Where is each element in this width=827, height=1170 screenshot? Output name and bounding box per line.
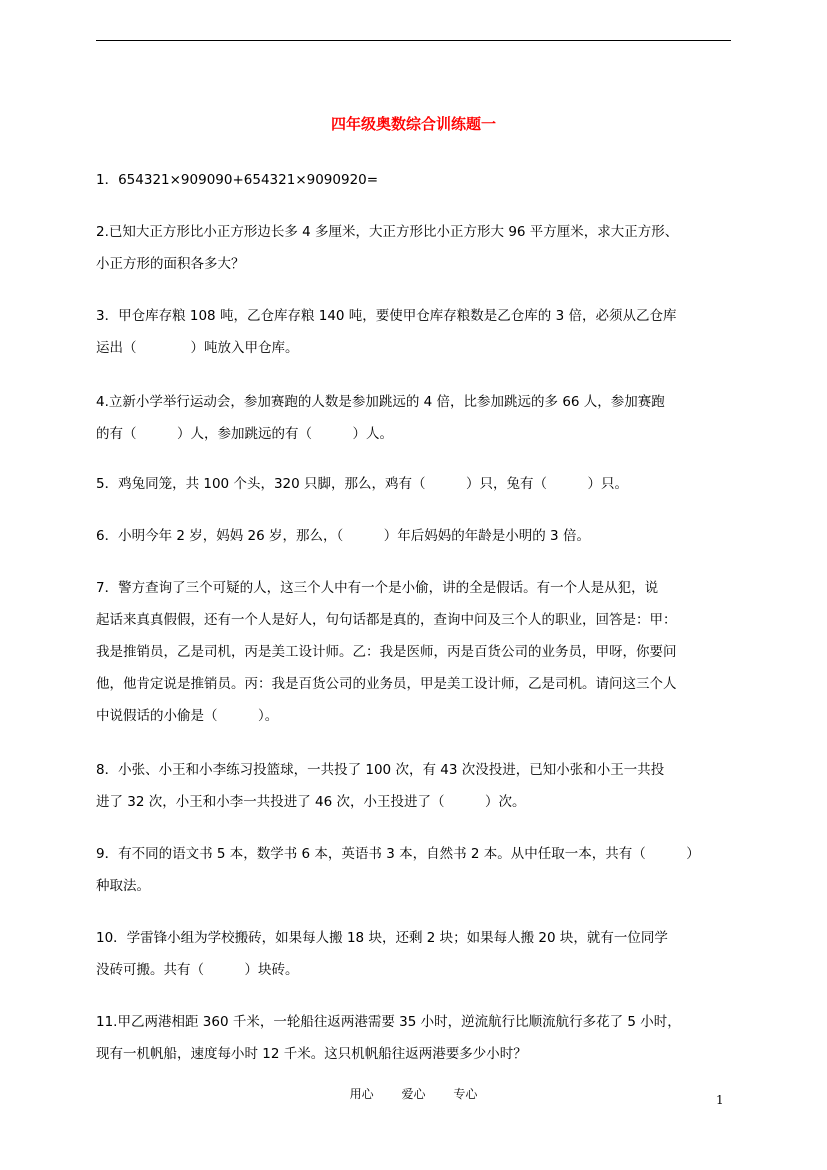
question-9 bbox=[96, 838, 758, 902]
question-1 bbox=[96, 164, 758, 196]
footer-motto bbox=[0, 1086, 827, 1102]
document-title: 四年级奥数综合训练题一 bbox=[330, 115, 496, 133]
question-line: 种取法。 bbox=[96, 878, 150, 894]
question-7 bbox=[96, 572, 758, 732]
question-line: 5．鸡兔同笼，共 100 个头，320 只脚，那么，鸡有（ ）只，兔有（ ）只。 bbox=[96, 476, 628, 492]
question-line: 小正方形的面积各多大？ bbox=[96, 256, 245, 272]
footer-item: 爱心 bbox=[401, 1087, 426, 1101]
question-10 bbox=[96, 922, 758, 986]
question-line: 现有一机帆船，速度每小时 12 千米。这只机帆船往返两港要多少小时？ bbox=[96, 1046, 527, 1062]
question-4 bbox=[96, 386, 758, 450]
page-number: 1 bbox=[716, 1093, 724, 1107]
question-6 bbox=[96, 520, 758, 552]
question-line: 2.已知大正方形比小正方形边长多 4 多厘米，大正方形比小正方形大 96 平方厘米，求大正方形、 bbox=[96, 224, 679, 240]
question-line: 9．有不同的语文书 5 本，数学书 6 本，英语书 3 本，自然书 2 本。从中任取一本，共有（ ） bbox=[96, 846, 700, 862]
question-line: 4.立新小学举行运动会，参加赛跑的人数是参加跳远的 4 倍，比参加跳远的多 66 人，参加赛跑 bbox=[96, 394, 665, 410]
question-line: 起话来真真假假，还有一个人是好人，句句话都是真的，查询中问及三个人的职业，回答是：甲： bbox=[96, 612, 677, 628]
question-line: 3．甲仓库存粮 108 吨，乙仓库存粮 140 吨，要使甲仓库存粮数是乙仓库的 3 倍，必须从乙仓库 bbox=[96, 308, 677, 324]
question-line: 11.甲乙两港相距 360 千米，一轮船往返两港需要 35 小时，逆流航行比顺流航行多花了 5 小时， bbox=[96, 1014, 681, 1030]
header-rule bbox=[96, 40, 731, 41]
question-line: 8．小张、小王和小李练习投篮球，一共投了 100 次，有 43 次没投进，已知小张和小王一共投 bbox=[96, 762, 665, 778]
question-line: 我是推销员，乙是司机，丙是美工设计师。乙：我是医师，丙是百货公司的业务员，甲呀，你要问 bbox=[96, 644, 677, 660]
question-5 bbox=[96, 468, 758, 500]
question-3 bbox=[96, 300, 758, 364]
question-line: 他，他肯定说是推销员。丙：我是百货公司的业务员，甲是美工设计师，乙是司机。请问这三个人 bbox=[96, 676, 677, 692]
question-line: 中说假话的小偷是（ ）。 bbox=[96, 708, 279, 724]
question-line: 的有（ ）人，参加跳远的有（ ）人。 bbox=[96, 426, 393, 442]
footer-item: 用心 bbox=[349, 1087, 374, 1101]
question-line: 运出（ ）吨放入甲仓库。 bbox=[96, 340, 299, 356]
question-8 bbox=[96, 754, 758, 818]
question-line: 进了 32 次，小王和小李一共投进了 46 次，小王投进了（ ）次。 bbox=[96, 794, 526, 810]
question-line: 7．警方查询了三个可疑的人，这三个人中有一个是小偷，讲的全是假话。有一个人是从犯，说 bbox=[96, 580, 659, 596]
question-2 bbox=[96, 216, 758, 280]
question-line: 1．654321×909090+654321×9090920= bbox=[96, 172, 379, 188]
question-11 bbox=[96, 1006, 758, 1070]
footer-item: 专心 bbox=[453, 1087, 478, 1101]
question-line: 10．学雷锋小组为学校搬砖，如果每人搬 18 块，还剩 2 块；如果每人搬 20 块，就有一位同学 bbox=[96, 930, 668, 946]
question-line: 6．小明今年 2 岁，妈妈 26 岁，那么，（ ）年后妈妈的年龄是小明的 3 倍。 bbox=[96, 528, 590, 544]
question-line: 没砖可搬。共有（ ）块砖。 bbox=[96, 962, 299, 978]
